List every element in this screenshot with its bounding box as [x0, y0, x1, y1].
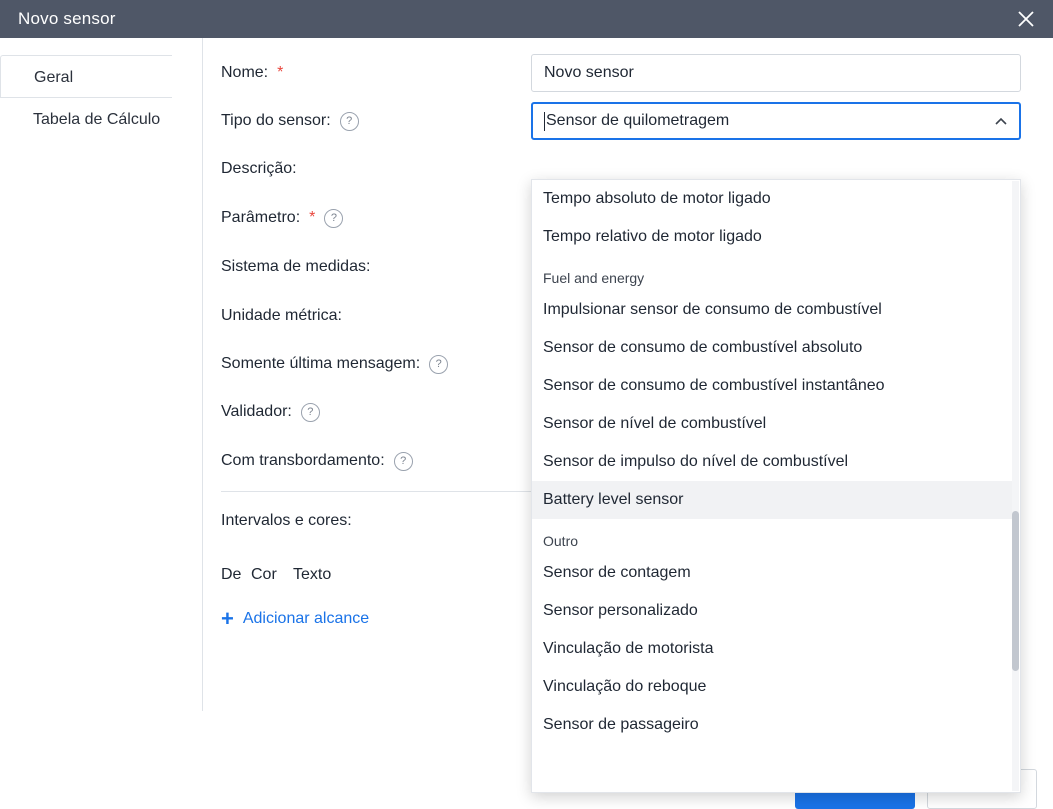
dropdown-item-highlighted[interactable]: Battery level sensor: [532, 481, 1016, 519]
sensor-type-dropdown[interactable]: [531, 179, 1021, 793]
dialog-body: [0, 38, 1053, 783]
tipo-do-sensor-select[interactable]: [531, 102, 1021, 140]
dropdown-list: [532, 180, 1016, 792]
tipo-do-sensor-value: Sensor de quilometragem: [546, 112, 730, 129]
plus-icon: +: [221, 606, 234, 631]
tab-geral[interactable]: [0, 55, 172, 98]
dropdown-item[interactable]: Tempo absoluto de motor ligado: [543, 190, 771, 207]
label-validador: Validador: ?: [221, 403, 320, 422]
required-marker-nome: *: [277, 64, 284, 81]
column-header-de: De: [221, 566, 242, 583]
tab-tabela-de-calculo-label: Tabela de Cálculo: [33, 111, 161, 128]
dropdown-group-header: Fuel and energy: [543, 270, 645, 286]
dialog-sidebar: [0, 38, 203, 711]
text-caret: [544, 112, 545, 131]
dropdown-item[interactable]: Tempo relativo de motor ligado: [543, 228, 762, 245]
dropdown-item[interactable]: Vinculação de motorista: [543, 640, 714, 657]
add-range-label: Adicionar alcance: [242, 610, 370, 627]
label-somente-ultima-mensagem: Somente última mensagem: ?: [221, 355, 448, 374]
dropdown-item[interactable]: Sensor de consumo de combustível absoluto: [543, 339, 863, 356]
dropdown-item[interactable]: Sensor de consumo de combustível instantâneo: [543, 377, 885, 394]
column-header-texto: Texto: [293, 566, 332, 583]
dropdown-item[interactable]: Sensor personalizado: [543, 602, 698, 619]
dropdown-scrollbar[interactable]: [1012, 181, 1019, 791]
dropdown-item[interactable]: Vinculação do reboque: [543, 678, 707, 695]
dropdown-scrollbar-thumb[interactable]: [1012, 511, 1019, 671]
form-row-tipo-do-sensor: [203, 97, 1053, 145]
help-icon-com-transbordamento[interactable]: ?: [394, 452, 413, 471]
required-marker-parametro: *: [309, 209, 316, 226]
help-icon-validador[interactable]: ?: [301, 403, 320, 422]
close-icon[interactable]: [1013, 6, 1039, 32]
tab-tabela-de-calculo[interactable]: [0, 97, 172, 140]
tab-geral-label: Geral: [34, 69, 74, 86]
add-range-button[interactable]: [221, 608, 369, 630]
ranges-section-title: Intervalos e cores:: [221, 512, 352, 529]
label-sistema-de-medidas: Sistema de medidas:: [221, 258, 371, 275]
chevron-up-icon[interactable]: [994, 115, 1008, 129]
dropdown-group-header: Outro: [543, 533, 579, 549]
nome-input-value: Novo sensor: [544, 64, 634, 81]
dropdown-item[interactable]: Sensor de contagem: [543, 564, 691, 581]
help-icon-tipo-do-sensor[interactable]: ?: [340, 112, 359, 131]
form-row-nome: [203, 49, 1053, 97]
label-com-transbordamento: Com transbordamento: ?: [221, 452, 413, 471]
column-header-cor: Cor: [251, 566, 277, 583]
dropdown-item[interactable]: Sensor de impulso do nível de combustível: [543, 453, 849, 470]
dropdown-item[interactable]: Impulsionar sensor de consumo de combustível: [543, 301, 882, 318]
label-parametro: Parâmetro: * ?: [221, 209, 343, 228]
dropdown-item[interactable]: Sensor de passageiro: [543, 716, 699, 733]
label-nome: Nome: *: [221, 64, 284, 81]
dialog-titlebar: [0, 0, 1053, 38]
dropdown-item[interactable]: Sensor de nível de combustível: [543, 415, 767, 432]
help-icon-parametro[interactable]: ?: [324, 209, 343, 228]
label-unidade-metrica: Unidade métrica:: [221, 307, 342, 324]
label-descricao: Descrição:: [221, 160, 297, 177]
dialog-title: Novo sensor: [18, 9, 116, 28]
nome-input[interactable]: [531, 54, 1021, 92]
label-tipo-do-sensor: Tipo do sensor: ?: [221, 112, 359, 131]
help-icon-somente-ultima-mensagem[interactable]: ?: [429, 355, 448, 374]
